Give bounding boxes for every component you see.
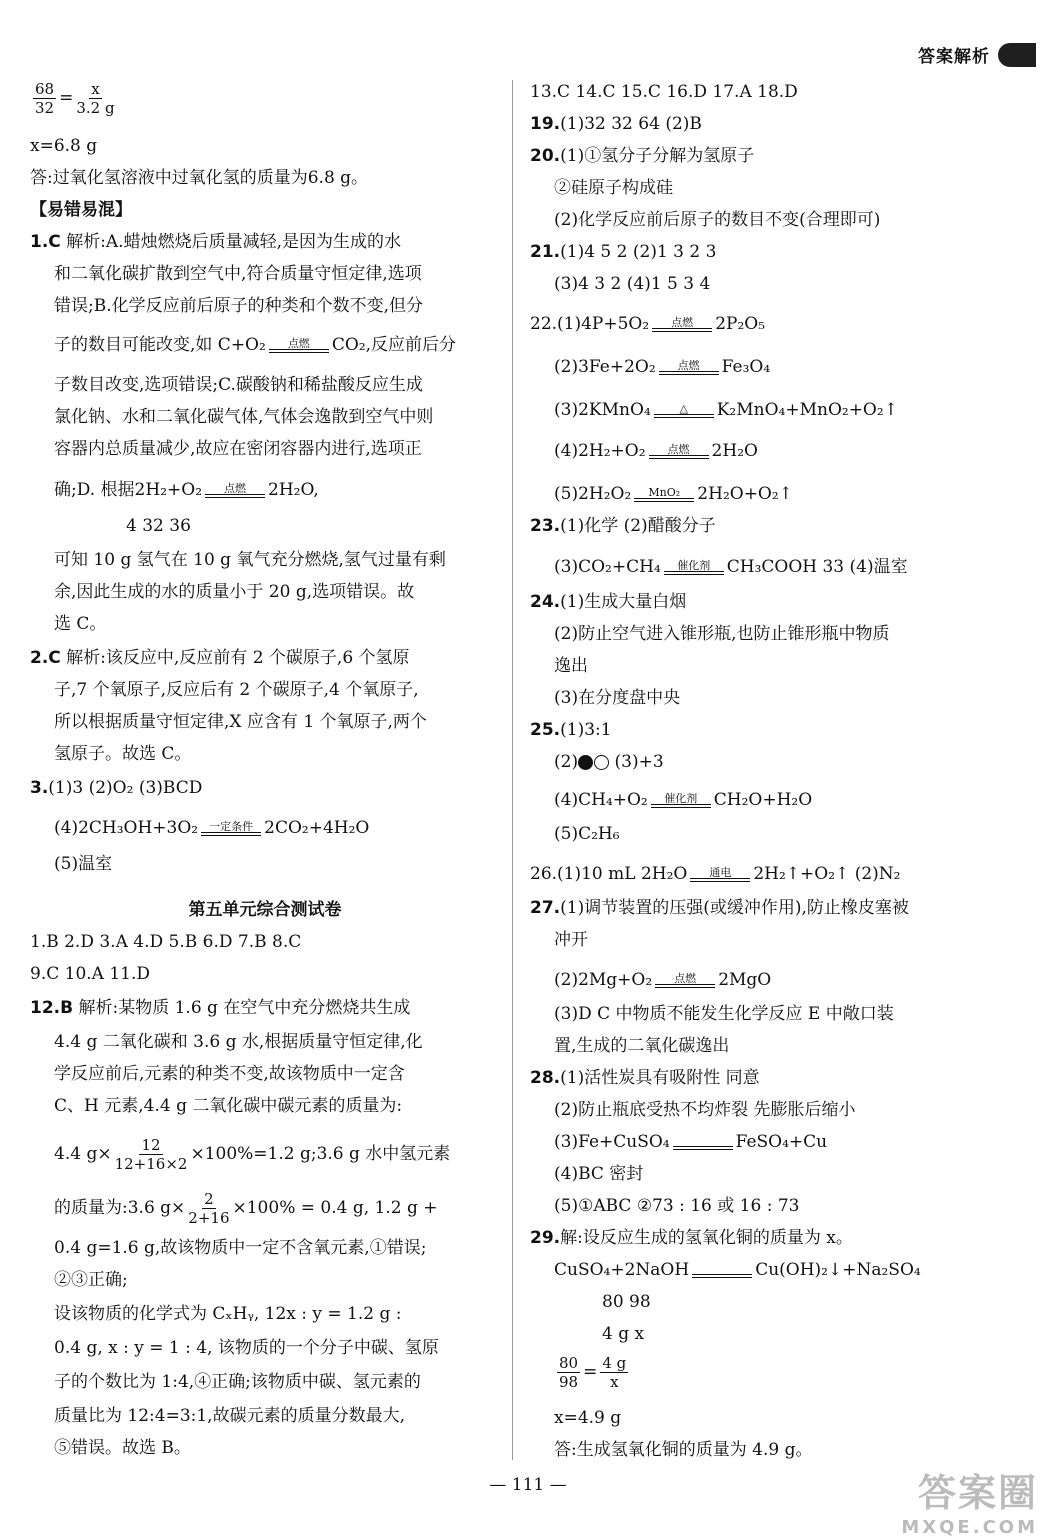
unit-title: 第五单元综合测试卷 [188,900,342,920]
answer-line: (3)4 3 2 (4)1 5 3 4 [554,274,711,294]
answer-line: 0.4 g, x : y = 1 : 4, 该物质的一个分子中碳、氢原 [54,1338,439,1358]
equation-left: (3)Fe+CuSO₄ [554,1132,670,1152]
answer-line [530,896,909,920]
equation-right: CH₃COOH 33 (4)温室 [726,557,908,577]
reaction-condition: 催化剂 [677,559,711,572]
reaction-condition-arrow [655,973,715,988]
question-number: 24. [530,592,561,612]
equation-right: 2P₂O₅ [715,314,766,334]
calc-prefix: 4.4 g× [54,1144,112,1164]
answer-line: 1.B 2.D 3.A 4.D 5.B 6.D 7.B 8.C [30,932,302,952]
numerator: x [91,80,100,98]
answer-line [530,240,716,264]
answer-line [554,555,908,579]
fraction [115,1136,188,1173]
answer-line: 子数目改变,选项错误;C.碳酸钠和稀盐酸反应生成 [54,375,423,395]
reaction-condition-arrow [654,403,714,418]
answer-line [54,333,456,357]
reaction-condition-arrow [651,793,711,808]
answer-line [530,862,900,886]
answer-line [554,750,664,774]
answer-text: (3)+3 [609,752,664,772]
denominator: 3.2 g [76,99,115,117]
answer-line [30,646,410,670]
double-line-bar [649,455,709,459]
answer-line: ②③正确; [54,1270,128,1290]
watermark-logo [901,1462,1038,1538]
answer-line: 4 g x [602,1324,645,1344]
double-line-bar [690,878,750,882]
numerator: 2 [204,1190,214,1208]
denominator: 12+16×2 [114,1155,188,1173]
double-line-bar [269,349,329,353]
reaction-condition-arrow [692,1263,752,1278]
question-number: 28. [530,1068,561,1088]
equation-right: 2H₂O+O₂↑ [697,484,793,504]
answer-line: 答:生成氢氧化铜的质量为 4.9 g。 [554,1440,813,1460]
numerator: 68 [35,80,55,98]
answer-line: (3)在分度盘中央 [554,688,681,708]
answer-line: 4 32 36 [126,516,191,536]
fraction [188,1190,229,1227]
fraction [76,80,114,117]
answer-line [554,398,898,422]
reaction-condition: 点燃 [224,482,247,495]
equation-left: CuSO₄+2NaOH [554,1260,690,1280]
answer-text: 解析:某物质 1.6 g 在空气中充分燃烧共生成 [73,998,411,1018]
reaction-condition-arrow [649,444,709,459]
equation-left: (4)CH₄+O₂ [554,790,648,810]
answer-line: (2)防止瓶底受热不均炸裂 先膨胀后缩小 [554,1100,856,1120]
question-number: 3. [30,778,49,798]
equals-sign: = [59,88,74,108]
answer-line: 可知 10 g 氢气在 10 g 氧气充分燃烧,氢气过量有剩 [54,550,446,570]
question-number: 25. [530,720,561,740]
answer-text: (1)①氢分子分解为氢原子 [560,146,755,166]
answer-line: (4)BC 密封 [554,1164,644,1184]
equation-left: (3)CO₂+CH₄ [554,557,661,577]
answer-line [554,1258,921,1282]
answer-line: (5)温室 [54,854,113,874]
numerator: 12 [141,1136,161,1154]
answer-text: (1)3 (2)O₂ (3)BCD [48,778,203,798]
page-header [918,42,1036,67]
answer-line [530,590,686,614]
answer-line [54,1190,438,1227]
answer-line [554,355,770,379]
equation-left: (5)2H₂O₂ [554,484,632,504]
question-number: 12.B [30,998,74,1018]
question-number: 1.C [30,232,61,252]
numerator: 80 [559,1354,579,1372]
reaction-condition: 一定条件 [209,820,254,833]
page-number: — 111 — [489,1475,567,1495]
equation-right: Cu(OH)₂↓+Na₂SO₄ [755,1260,921,1280]
reaction-condition-arrow [205,483,265,498]
fraction [557,1354,580,1391]
reaction-condition-arrow [634,487,694,502]
answer-line [30,230,401,254]
numerator: 4 g [602,1354,627,1372]
equation-right: 2H₂↑+O₂↑ (2)N₂ [753,864,901,884]
answer-line: ②硅原子构成硅 [554,178,673,198]
answer-line: (2)化学反应前后原子的数目不变(合理即可) [554,210,881,230]
answer-line [554,1354,631,1391]
answer-line [554,439,758,463]
answer-text: (1)3:1 [560,720,612,740]
answer-line: 氢原子。故选 C。 [54,744,192,764]
answer-line: 冲开 [554,930,588,950]
answer-line [30,776,202,800]
answer-line: 4.4 g 二氧化碳和 3.6 g 水,根据质量守恒定律,化 [54,1032,423,1052]
answer-line: 逸出 [554,656,588,676]
answer-line: 子的个数比为 1:4,④正确;该物质中碳、氢元素的 [54,1372,421,1392]
calc-suffix: ×100% = 0.4 g, 1.2 g + [232,1198,438,1218]
reaction-condition-arrow [652,317,712,332]
answer-line: 氯化钠、水和二氧化碳气体,气体会逸散到空气中则 [54,407,434,427]
reaction-condition [701,1135,705,1146]
equation-left: 确;D. 根据2H₂+O₂ [54,480,203,500]
double-line-bar [205,494,265,498]
double-line-bar [652,328,712,332]
question-number: 27. [530,898,561,918]
question-number: 29. [530,1228,561,1248]
question-number: 23. [530,516,561,536]
answer-line: (5)C₂H₆ [554,824,620,844]
answer-text: (1)调节装置的压强(或缓冲作用),防止橡皮塞被 [560,898,909,918]
answer-line [30,996,410,1020]
answer-line: 子,7 个氧原子,反应后有 2 个碳原子,4 个氧原子, [54,680,419,700]
answer-line: 80 98 [602,1292,651,1312]
answer-line: 答:过氧化氢溶液中过氧化氢的质量为6.8 g。 [30,168,369,188]
header-title: 答案解析 [918,47,990,67]
answer-line: (2)防止空气进入锥形瓶,也防止锥形瓶中物质 [554,624,890,644]
section-heading: 【易错易混】 [30,200,132,220]
fraction [600,1354,628,1391]
column-divider [512,80,513,1460]
fraction [33,80,56,117]
reaction-condition: △ [679,402,688,415]
equation-right: Fe₃O₄ [721,357,771,377]
hollow-atom-icon [594,755,609,770]
answer-line [530,514,716,538]
double-line-bar [673,1146,733,1150]
reaction-condition-arrow [659,360,719,375]
question-number: 2.C [30,648,61,668]
answer-line: 0.4 g=1.6 g,故该物质中一定不含氧元素,①错误; [54,1238,427,1258]
double-line-bar [654,414,714,418]
equation-right: 2H₂O [711,441,758,461]
equation-right: CO₂,反应前后分 [331,335,456,355]
question-number: 20. [530,146,561,166]
answer-line: x=4.9 g [554,1408,622,1428]
answer-text: (1)活性炭具有吸附性 同意 [560,1068,760,1088]
denominator: 98 [559,1373,579,1391]
answer-line [530,1226,853,1250]
answer-line [530,112,702,136]
denominator: 32 [35,99,55,117]
answer-line: 余,因此生成的水的质量小于 20 g,选项错误。故 [54,582,415,602]
answer-text: 解析:A.蜡烛燃烧后质量减轻,是因为生成的水 [60,232,401,252]
double-line-bar [692,1274,752,1278]
answer-line [54,478,319,502]
answer-line: x=6.8 g [30,136,98,156]
reaction-condition-arrow [690,867,750,882]
answer-line: 所以根据质量守恒定律,X 应含有 1 个氧原子,两个 [54,712,427,732]
reaction-condition-arrow [201,821,261,836]
answer-line [530,312,765,336]
answer-line [530,718,612,742]
answer-line [554,482,793,506]
answer-text: (1)化学 (2)醋酸分子 [560,516,716,536]
answer-line [530,144,754,168]
answer-text: 解:设反应生成的氢氧化铜的质量为 x。 [560,1228,853,1248]
molecule-model-icon [578,755,609,770]
equation-right: K₂MnO₄+MnO₂+O₂↑ [716,400,898,420]
answer-line [554,788,812,812]
equation-left: 22.(1)4P+5O₂ [530,314,650,334]
header-tab-marker [998,43,1036,67]
reaction-condition-arrow [664,560,724,575]
answer-line: 13.C 14.C 15.C 16.D 17.A 18.D [530,82,798,102]
double-line-bar [659,371,719,375]
reaction-condition: 点燃 [667,443,690,456]
answer-line [30,80,118,117]
equation-right: FeSO₄+Cu [735,1132,828,1152]
answer-line: ⑤错误。故选 B。 [54,1438,191,1458]
question-number: 21. [530,242,561,262]
double-line-bar [664,571,724,575]
answer-line: 容器内总质量减少,故应在密闭容器内进行,选项正 [54,439,422,459]
calc-suffix: ×100%=1.2 g;3.6 g 水中氢元素 [190,1144,451,1164]
equation-right: CH₂O+H₂O [713,790,813,810]
equation-left: (2)3Fe+2O₂ [554,357,656,377]
equation-left: 子的数目可能改变,如 C+O₂ [54,335,266,355]
answer-line: C、H 元素,4.4 g 二氧化碳中碳元素的质量为: [54,1096,403,1116]
answer-line [54,1136,450,1173]
reaction-condition: MnO₂ [648,486,681,499]
question-number: 19. [530,114,561,134]
answer-text: (1)生成大量白烟 [560,592,687,612]
filled-atom-icon [578,755,593,770]
equation-left: (4)2H₂+O₂ [554,441,646,461]
answer-prefix: (2) [554,752,579,772]
reaction-condition: 催化剂 [664,792,698,805]
equation-left: (3)2KMnO₄ [554,400,651,420]
denominator: x [610,1373,619,1391]
answer-text: (1)32 32 64 (2)B [560,114,702,134]
answer-line: 和二氧化碳扩散到空气中,符合质量守恒定律,选项 [54,264,422,284]
watermark-big: 答案圈 [917,1471,1038,1515]
answer-line: 错误;B.化学反应前后原子的种类和个数不变,但分 [54,296,424,316]
answer-text: 解析:该反应中,反应前有 2 个碳原子,6 个氢原 [60,648,410,668]
reaction-condition-arrow [673,1135,733,1150]
reaction-condition-arrow [269,338,329,353]
equation-right: 2H₂O, [268,480,319,500]
equation-right: 2CO₂+4H₂O [264,818,370,838]
answer-line [554,1130,827,1154]
reaction-condition [720,1263,724,1274]
reaction-condition: 通电 [709,866,732,879]
double-line-bar [655,984,715,988]
answer-line: 置,生成的二氧化碳逸出 [554,1036,730,1056]
reaction-condition: 点燃 [674,972,697,985]
reaction-condition: 点燃 [287,337,310,350]
equation-left: (4)2CH₃OH+3O₂ [54,818,199,838]
answer-text: (1)4 5 2 (2)1 3 2 3 [560,242,717,262]
double-line-bar [201,832,261,836]
equation-left: 26.(1)10 mL 2H₂O [530,864,688,884]
answer-line: 9.C 10.A 11.D [30,964,151,984]
watermark-small: MXQE.COM [901,1517,1038,1538]
answer-line: (3)D C 中物质不能发生化学反应 E 中敞口装 [554,1004,894,1024]
double-line-bar [634,498,694,502]
equation-left: (2)2Mg+O₂ [554,970,653,990]
equation-right: 2MgO [718,970,772,990]
answer-line [54,816,369,840]
answer-line: 质量比为 12:4=3:1,故碳元素的质量分数最大, [54,1406,405,1426]
reaction-condition: 点燃 [671,316,694,329]
reaction-condition: 点燃 [677,359,700,372]
equals-sign: = [583,1362,598,1382]
double-line-bar [651,804,711,808]
calc-prefix: 的质量为:3.6 g× [54,1198,186,1218]
answer-line: 设该物质的化学式为 CₓHᵧ, 12x : y = 1.2 g : [54,1304,402,1324]
denominator: 2+16 [188,1209,230,1227]
answer-line [530,1066,760,1090]
answer-line: (5)①ABC ②73 : 16 或 16 : 73 [554,1196,800,1216]
answer-line: 学反应前后,元素的种类不变,故该物质中一定含 [54,1064,405,1084]
answer-line [554,968,771,992]
answer-line: 选 C。 [54,614,107,634]
